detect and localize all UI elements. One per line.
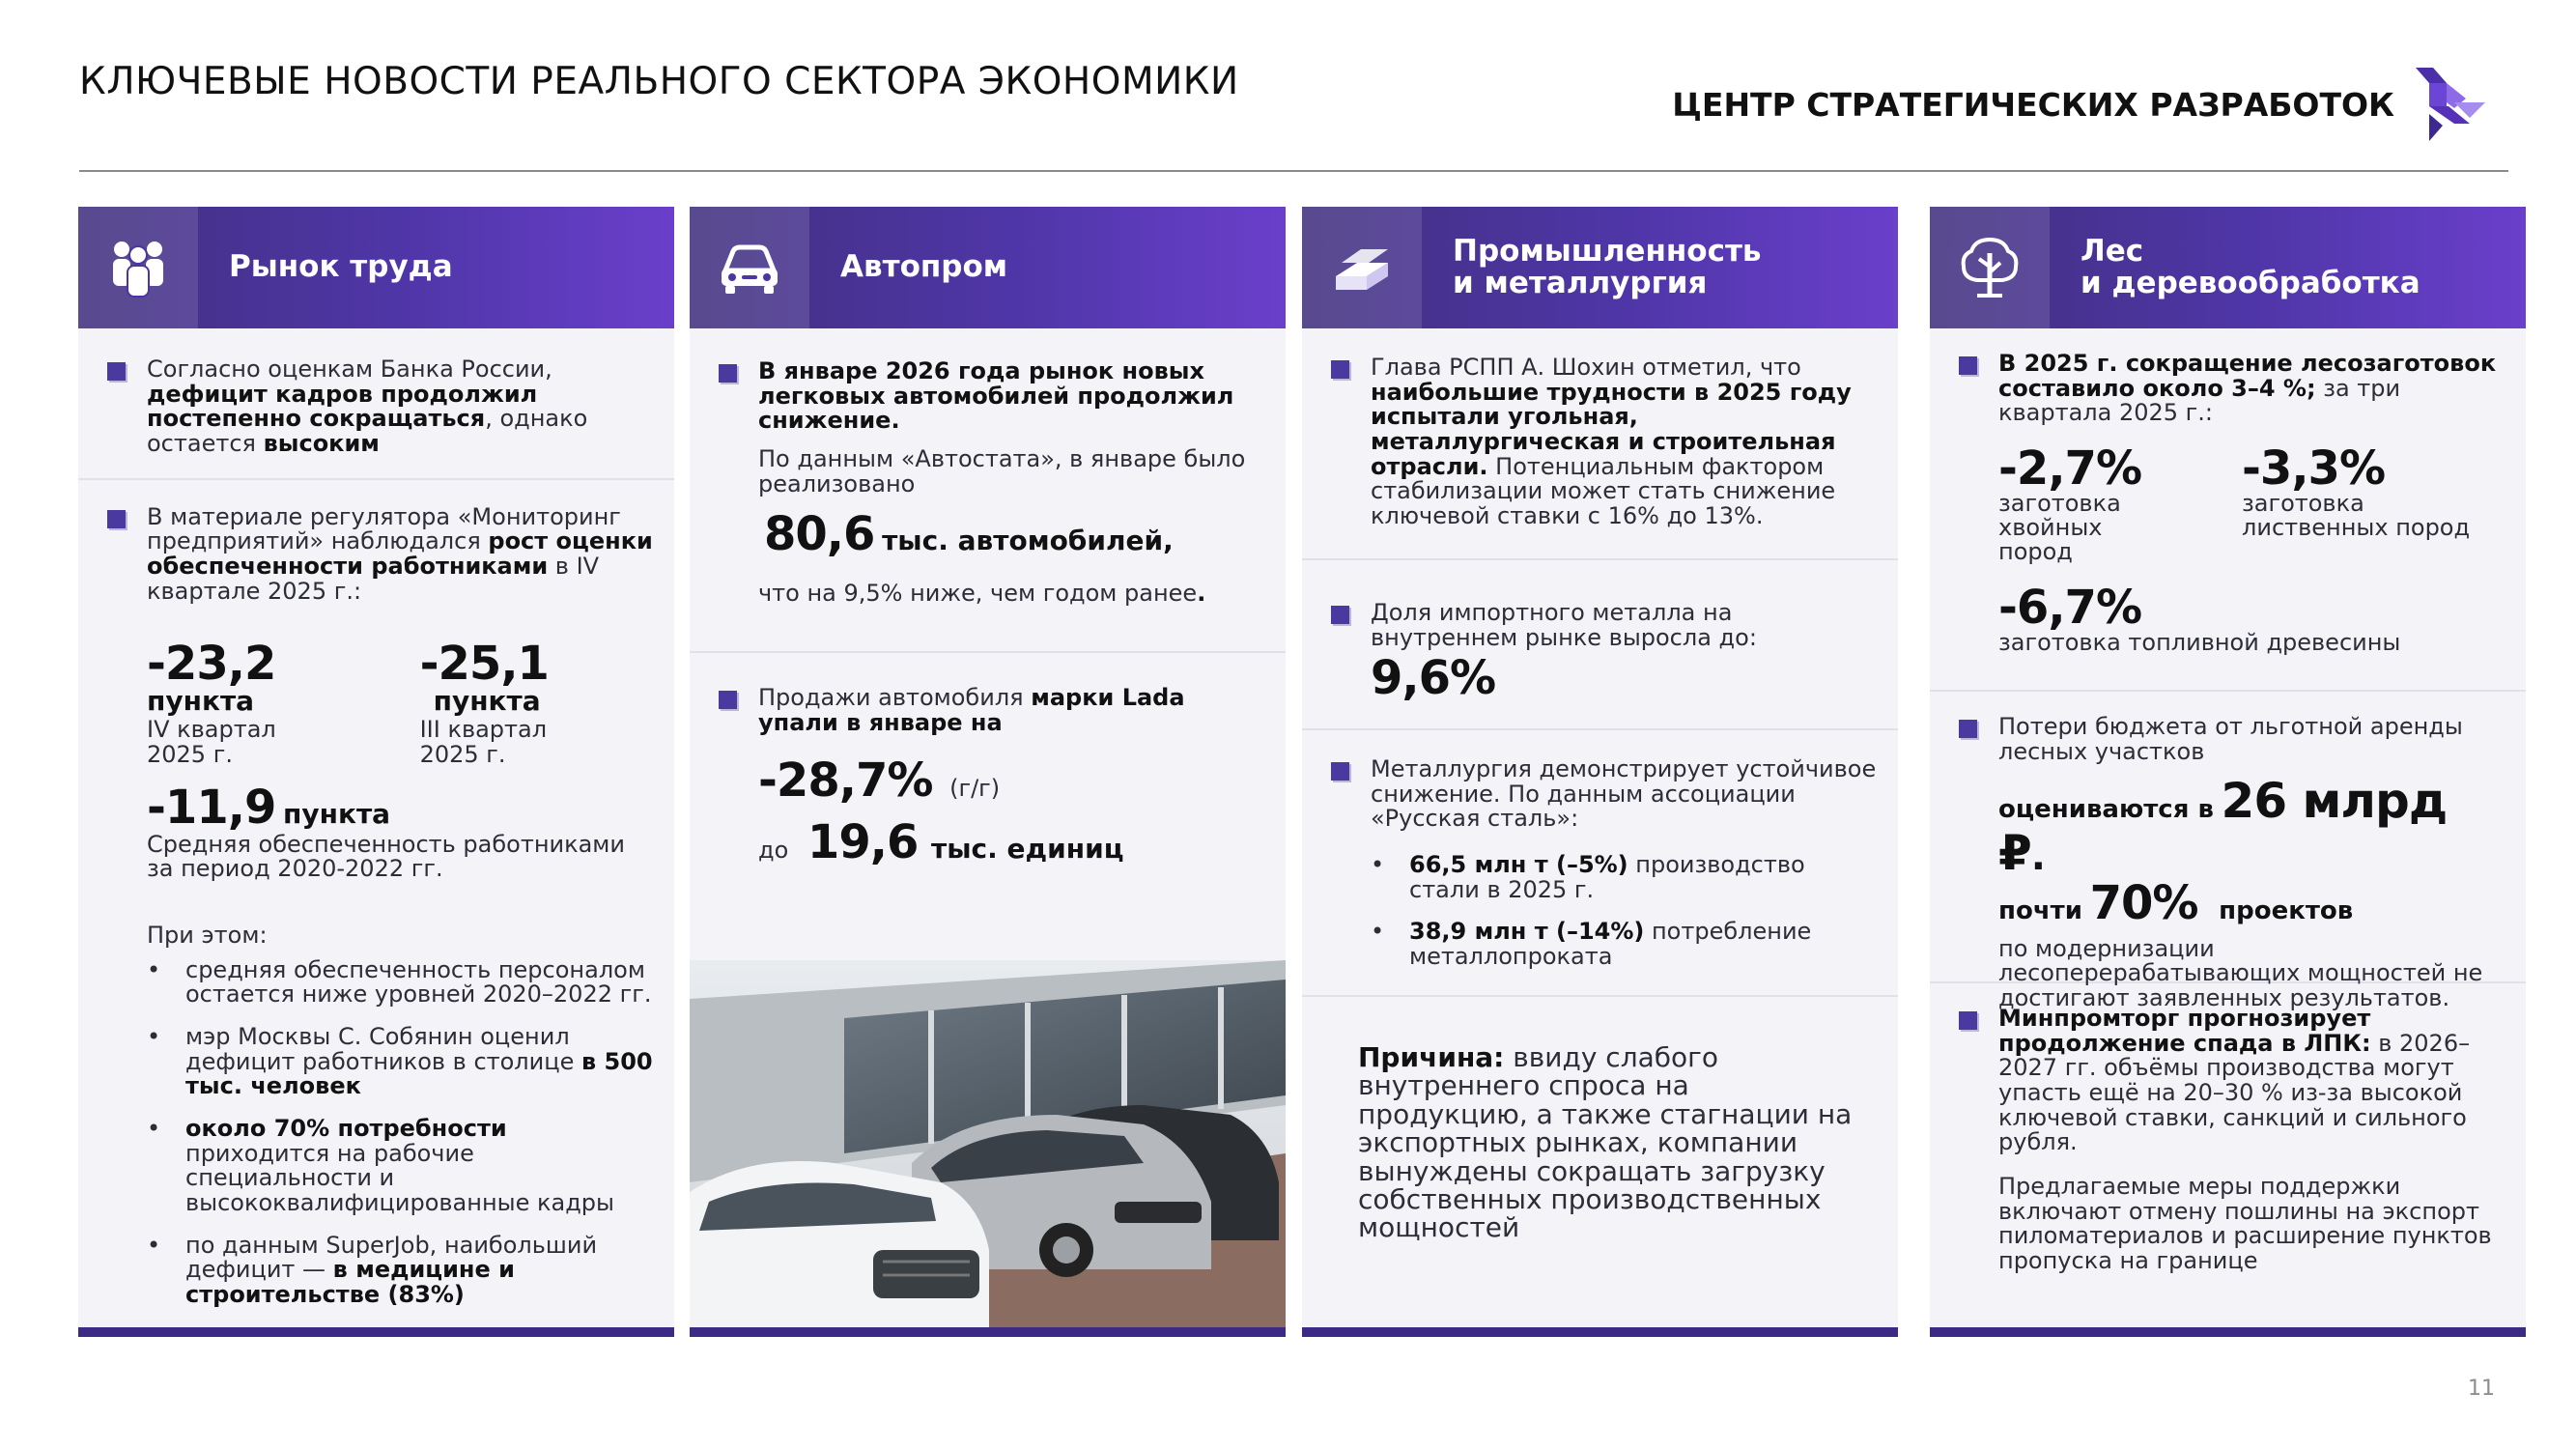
column-title: Рынок труда [229,249,453,285]
stat-caption: Средняя обеспеченность работниками за период 2020-2022 гг. [147,830,626,882]
bullet-square-icon [1331,360,1349,379]
stat-caption: заготовка лиственных пород [2242,490,2471,542]
reason-block [1302,997,1898,1242]
bullet-square-icon [719,691,737,709]
column-header [1302,207,1898,328]
text: по данным SuperJob, наибольший дефицит — [185,1231,598,1284]
list-item [1409,920,1879,969]
news-block [1302,730,1898,997]
list-item [185,1231,655,1309]
news-block [1302,560,1898,730]
text: , однако остается [147,405,588,458]
stat-item [1998,441,2182,566]
text-bold: оцениваются в [1998,795,2214,825]
text-bold: рост оценки обеспеченности работниками [147,527,653,581]
column-title [1422,207,1898,328]
column-bottom-bar [690,1327,1286,1337]
text: Согласно оценкам Банка России, [147,355,552,383]
text-bold: 66,5 млн т (–5%) [1409,851,1628,879]
stat-unit: тыс. автомобилей, [882,525,1174,557]
text: потребление металлопроката [1409,918,1812,971]
stat-value: 9,6% [1371,651,1496,706]
stat-value: -2,7% [1998,441,2142,497]
news-block [1302,328,1898,560]
text-bold: Причина: [1358,1041,1505,1073]
page-number: 11 [2468,1377,2495,1401]
stat-unit: пункта [433,685,541,718]
list-item [185,1117,655,1216]
news-block [1930,328,2526,692]
text: за три квартала 2025 г.: [1998,374,2401,427]
text: В материале регулятора «Мониторинг предприятий» наблюдался [147,502,621,555]
column-header [1930,207,2526,328]
news-block [690,653,1286,889]
brand [1672,64,2487,145]
note-heading: При этом: [147,922,268,950]
column-title-line: и деревообработка [2081,266,2420,300]
stat-value: 19,6 [807,814,919,869]
text: Предлагаемые меры поддержки включают отмену пошлины на экспорт пиломатериалов и расширение пунктов пропуска на границе [1998,1173,2492,1275]
bullet-square-icon [1959,1011,1977,1030]
text: Доля импортного металла на внутреннем рынке выросла до: [1371,599,1757,651]
text: в 2026–2027 гг. объёмы производства могут упасть ещё на 20–30 % из-за высокой ключевой ставки, санкций и сильного рубля. [1998,1029,2471,1156]
news-block [1930,692,2526,1012]
stat-item [107,780,655,882]
text: по модернизации лесоперерабатывающих мощностей не достигают заявленных результатов. [1998,934,2483,1012]
news-block [1930,983,2526,1295]
stat-value: -11,9 [147,780,276,835]
text-bold: около 70% потребности [185,1115,507,1143]
column-bottom-bar [78,1327,674,1337]
header-divider [79,170,2508,172]
column-bottom-bar [1930,1327,2526,1337]
text: . [2030,834,2045,879]
text: мэр Москвы С. Собянин оценил дефицит работников в столице [185,1023,581,1075]
column-header [78,207,674,328]
column-bottom-bar [1302,1327,1898,1337]
bullet-square-icon [719,364,737,383]
list-item [185,955,655,1009]
brand-logo-icon [2410,64,2487,145]
bullet-square-icon [107,510,126,528]
text: Глава РСПП А. Шохин отметил, что [1371,354,1801,381]
column-labor-market [78,207,674,1337]
list-item [185,1025,655,1099]
text: что на 9,5% ниже, чем годом ранее [758,579,1198,607]
stat-caption: заготовка топливной древесины [1998,628,2401,656]
car-dealership-photo [690,960,1286,1327]
text-bold: В 2025 г. сокращение лесозаготовок составило около 3–4 %; [1998,350,2497,402]
column-header [690,207,1286,328]
text: производство стали в 2025 г. [1409,851,1805,903]
stat-value: 26 млрд ₽ [1998,773,2448,881]
bullet-square-icon [1331,606,1349,624]
news-block [78,480,674,1347]
metal-ingot-icon [1302,207,1422,328]
brand-name: ЦЕНТР СТРАТЕГИЧЕСКИХ РАЗРАБОТОК [1672,85,2394,124]
column-title-line: Лес [2081,233,2144,269]
news-block [690,328,1286,653]
list-item [1409,853,1879,902]
text: Потенциальным фактором стабилизации может стать снижение ключевой ставки с 16% до 13%. [1371,452,1836,530]
text-bold: Минпромторг прогнозирует продолжение спада в ЛПК: [1998,1005,2371,1057]
tree-icon [1930,207,2050,328]
stat-caption: III квартал 2025 г. [419,716,548,768]
stat-unit: тыс. единиц [931,832,1124,865]
stat-unit: проектов [2219,896,2354,926]
page-title: КЛЮЧЕВЫЕ НОВОСТИ РЕАЛЬНОГО СЕКТОРА ЭКОНОМИКИ [79,60,1239,103]
text-bold: наибольшие трудности в 2025 году испытали угольная, металлургическая и строительная отрасли. [1371,378,1852,480]
stat-value: -3,3% [2242,441,2386,497]
text-bold: в медицине и строительстве (83%) [185,1256,515,1309]
car-icon [690,207,809,328]
text-bold: высоким [263,430,380,458]
bullet-square-icon [1331,762,1349,781]
stat-item [419,637,655,768]
column-forest-woodworking [1930,207,2526,1337]
bullet-list [1371,853,1879,970]
text-bold: марки Lada упали в январе на [758,684,1185,736]
column-auto-industry [690,207,1286,1337]
text: средняя обеспеченность персоналом остается ниже уровней 2020–2022 гг. [185,955,652,1009]
stat-unit: пункта [147,685,255,718]
text-bold: в 500 тыс. человек [185,1047,653,1100]
text: По данным «Автостата», в январе было реализовано [758,445,1246,497]
stat-unit: (г/г) [949,775,1001,803]
stat-item [147,637,370,768]
text: в IV квартале 2025 г.: [147,553,600,605]
stat-item [1959,580,2506,656]
stat-value: -25,1 [419,637,549,692]
bullet-list [147,955,655,1309]
text: Продажи автомобиля [758,684,1032,711]
text: до [758,836,789,864]
stat-value: -23,2 [147,637,276,692]
column-title-line: и металлургия [1453,266,1708,300]
stat-item [2242,441,2493,565]
stat-value: 70% [2089,876,2198,931]
text: Потери бюджета от льготной аренды лесных участков [1998,713,2463,765]
news-block [78,328,674,480]
text-bold: В январе 2026 года рынок новых легковых автомобилей продолжил снижение. [758,357,1234,435]
stat-caption: заготовка хвойных пород [1998,490,2121,566]
stat-unit: пункта [283,797,391,830]
text-bold: 38,9 млн т (–14%) [1409,918,1645,946]
text: . [1197,579,1206,607]
stat-value: -6,7% [1998,580,2142,635]
bullet-square-icon [1959,356,1977,375]
bullet-square-icon [1959,720,1977,738]
text-bold: почти [1998,896,2082,926]
column-industry-metallurgy [1302,207,1898,1337]
stat-value: 80,6 [764,507,875,562]
stat-value: -28,7% [758,753,933,809]
column-title [2050,207,2526,328]
column-title-line: Промышленность [1453,233,1762,269]
column-title: Автопром [840,249,1008,285]
text-bold: дефицит кадров продолжил постепенно сокращаться [147,380,538,433]
people-icon [78,207,198,328]
bullet-square-icon [107,362,126,381]
text: ввиду слабого внутреннего спроса на продукцию, а также стагнации на экспортных рынках, компании вынуждены сокращать загрузку собственных производственных мощностей [1358,1041,1853,1244]
text: Металлургия демонстрирует устойчивое снижение. По данным ассоциации «Русская сталь»: [1371,755,1877,833]
text: приходится на рабочие специальности и высококвалифицированные кадры [185,1139,614,1217]
stat-caption: IV квартал 2025 г. [147,716,276,768]
